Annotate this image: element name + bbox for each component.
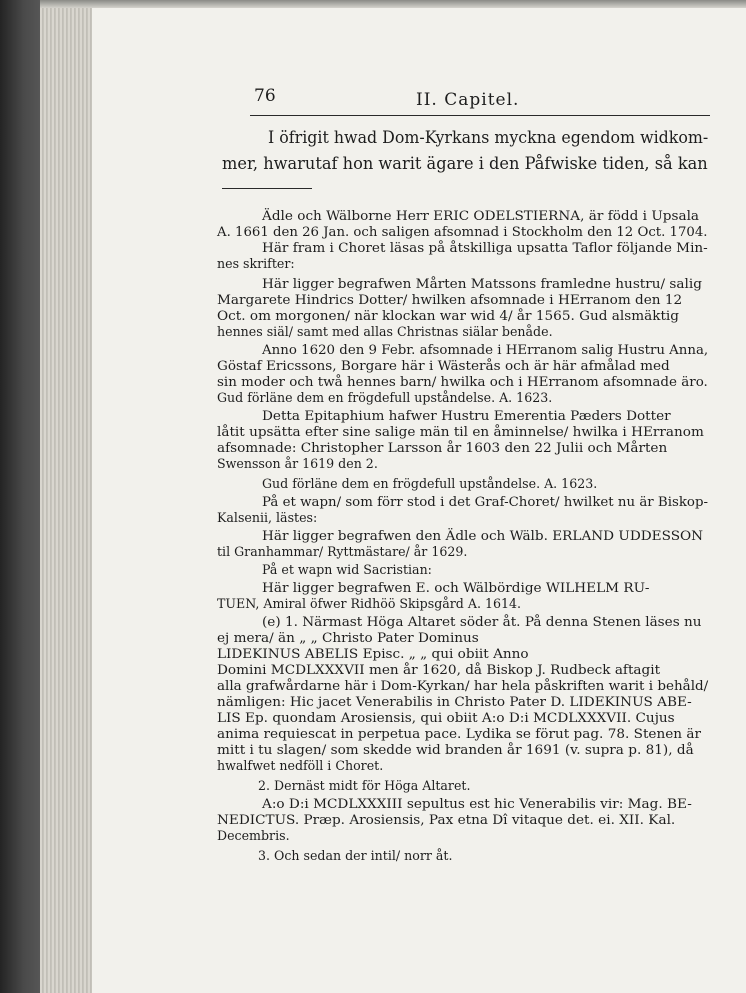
text-line: På et wapn wid Sacristian: xyxy=(262,562,432,577)
text-line: 2. Dernäst midt för Höga Altaret. xyxy=(258,778,471,793)
text-line: til Granhammar/ Ryttmästare/ år 1629. xyxy=(217,544,468,559)
text-line: ej mera/ än „ „ Christo Pater Dominus xyxy=(217,630,479,645)
text-line: Här ligger begrafwen den Ädle och Wälb. ERLAND UDDESSON xyxy=(262,528,704,543)
text-line: Här fram i Choret läsas på åtskilliga upsatta Taflor följande Min- xyxy=(262,240,708,255)
text-line: Gud förläne dem en frögdefull upståndelse. A. 1623. xyxy=(217,390,553,405)
book-spine xyxy=(0,0,40,993)
text-line: Anno 1620 den 9 Febr. afsomnade i HErranom salig Hustru Anna, xyxy=(262,342,709,357)
text-line: LIS Ep. quondam Arosiensis, qui obiit A:o D:i MCDLXXXVII. Cujus xyxy=(217,710,675,725)
text-line: NEDICTUS. Præp. Arosiensis, Pax etna Dî vitaque det. ei. XII. Kal. xyxy=(217,812,676,827)
footnote-rule xyxy=(222,188,312,189)
text-line: nes skrifter: xyxy=(217,256,295,271)
text-line: Oct. om morgonen/ när klockan war wid 4/ år 1565. Gud alsmäktig xyxy=(217,308,680,323)
chapter-heading: II. Capitel. xyxy=(416,90,520,110)
top-edge xyxy=(40,0,746,8)
text-line: TUEN, Amiral öfwer Ridhöö Skipsgård A. 1614. xyxy=(217,596,522,611)
text-line: låtit upsätta efter sine salige män til en åminnelse/ hwilka i HErranom xyxy=(217,424,704,439)
text-line: På et wapn/ som förr stod i det Graf-Choret/ hwilket nu är Biskop- xyxy=(262,494,708,509)
text-line: Här ligger begrafwen Mårten Matssons framledne hustru/ salig xyxy=(262,276,702,291)
text-line: A. 1661 den 26 Jan. och saligen afsomnad i Stockholm den 12 Oct. 1704. xyxy=(217,224,708,239)
text-line: 3. Och sedan der intil/ norr åt. xyxy=(258,848,453,863)
header-rule xyxy=(250,115,710,116)
text-line: hennes siäl/ samt med allas Christnas siälar benåde. xyxy=(217,324,553,339)
page-number: 76 xyxy=(254,86,276,106)
text-line: Göstaf Ericssons, Borgare här i Wästerås och är här afmålad med xyxy=(217,358,670,373)
text-line: (e) 1. Närmast Höga Altaret söder åt. På denna Stenen läses nu xyxy=(262,614,702,629)
text-line: Detta Epitaphium hafwer Hustru Emerentia Pæders Dotter xyxy=(262,408,671,423)
intro-line: mer, hwarutaf hon warit ägare i den Påfwiske tiden, så kan xyxy=(222,154,708,173)
text-line: afsomnade: Christopher Larsson år 1603 den 22 Julii och Mårten xyxy=(217,440,668,455)
text-line: A:o D:i MCDLXXXIII sepultus est hic Venerabilis vir: Mag. BE- xyxy=(262,796,692,811)
text-line: mitt i tu slagen/ som skedde wid branden år 1691 (v. supra p. 81), då xyxy=(217,742,694,757)
text-line: Gud förläne dem en frögdefull upståndelse. A. 1623. xyxy=(262,476,598,491)
text-line: Swensson år 1619 den 2. xyxy=(217,456,378,471)
text-line: alla grafwårdarne här i Dom-Kyrkan/ har hela påskriften warit i behåld/ xyxy=(217,678,709,693)
text-line: Margarete Hindrics Dotter/ hwilken afsomnade i HErranom den 12 xyxy=(217,292,683,307)
intro-line: I öfrigit hwad Dom-Kyrkans myckna egendom widkom- xyxy=(268,128,709,147)
text-line: Ädle och Wälborne Herr ERIC ODELSTIERNA, är född i Upsala xyxy=(262,208,700,223)
text-line: Här ligger begrafwen E. och Wälbördige WILHELM RU- xyxy=(262,580,650,595)
text-line: LIDEKINUS ABELIS Episc. „ „ qui obiit Anno xyxy=(217,646,529,661)
text-line: anima requiescat in perpetua pace. Lydika se förut pag. 78. Stenen är xyxy=(217,726,701,741)
text-line: sin moder och twå hennes barn/ hwilka och i HErranom afsomnade äro. xyxy=(217,374,708,389)
text-line: nämligen: Hic jacet Venerabilis in Christo Pater D. LIDEKINUS ABE- xyxy=(217,694,692,709)
text-line: Decembris. xyxy=(217,828,290,843)
text-line: Kalsenii, lästes: xyxy=(217,510,318,525)
text-line: Domini MCDLXXXVII men år 1620, då Biskop J. Rudbeck aftagit xyxy=(217,662,661,677)
text-line: hwalfwet nedföll i Choret. xyxy=(217,758,384,773)
page-edges xyxy=(40,0,96,993)
